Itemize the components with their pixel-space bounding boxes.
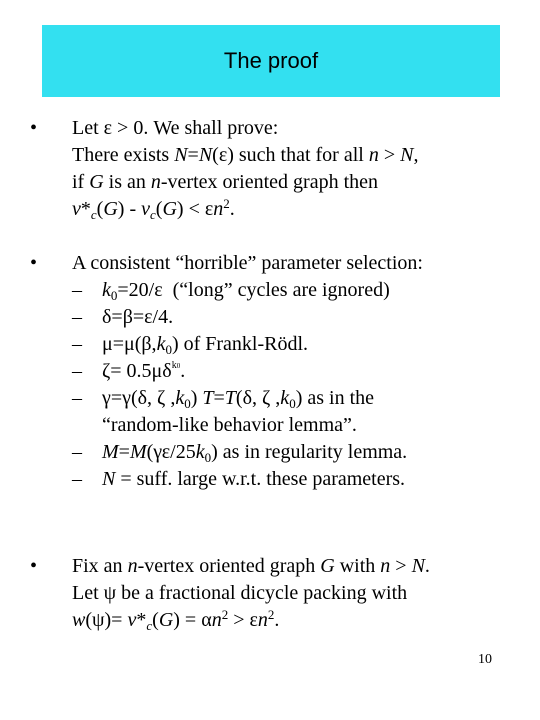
param-N: – N = suff. large w.r.t. these parameters. [30,466,520,493]
param-M: – $M=M(\gamma\varepsilon/25k_0)$ as in regularity lemma. [72,441,408,465]
bullet-parameters [30,250,520,493]
dash-marker: – [72,333,82,355]
param-delta-beta-text: δ=β=ε/4. [102,306,174,328]
bullet-marker: • [30,252,38,274]
param-zeta: – $\zeta= 0.5\mu\delta^{k0}$. [30,358,520,385]
param-gamma-cont: “random-like behavior lemma”. [102,414,357,436]
bullet-goal [30,115,520,223]
bullet-parameters-header [30,250,520,277]
parameters-intro: A consistent “horrible” parameter selection: [72,252,423,274]
dash-marker: – [72,387,82,409]
bullet-goal-line-2: There exists N=N(ε) such that for all n > N, [72,144,419,166]
bullet-goal-line-1 [30,115,520,142]
title-banner [42,25,500,97]
bullet-goal-line-3: if G is an n-vertex oriented graph then [72,171,379,193]
slide-title: The proof [223,48,319,73]
bullet-fix-graph-line-3: $w(\psi)= \nu*_c(G) = \alpha n^2 > \varepsilon n^2$. [72,607,280,633]
param-delta-beta [30,304,520,331]
goal-intro: Let ε > 0. We shall prove: [72,117,279,139]
bullet-fix-graph-line-2: Let ψ be a fractional dicycle packing with [72,582,408,604]
dash-marker: – [72,279,82,301]
param-k0: – $k_0=20/\varepsilon$ (“long” cycles are ignored) [72,279,390,303]
bullet-marker: • [30,117,38,139]
page-number: 10 [478,652,492,667]
dash-marker: – [72,306,82,328]
param-gamma: – γ=γ(δ, ζ $,k_0$) T=T(δ, ζ $,k_0$) as in the [72,387,374,411]
bullet-goal-line-4: $\nu*_c(G) - \nu_c(G) < \varepsilon n^2$. [72,196,235,222]
dash-marker: – [72,441,82,463]
dash-marker: – [72,360,82,382]
dash-marker: – [72,468,82,490]
param-mu: – $\mu=\mu(\beta,k_0)$ of Frankl-Rödl. [72,333,309,357]
bullet-fix-graph [30,553,520,634]
bullet-fix-graph-line-1: • Fix an n-vertex oriented graph G with n > N. [30,553,520,580]
bullet-marker: • [30,555,38,577]
